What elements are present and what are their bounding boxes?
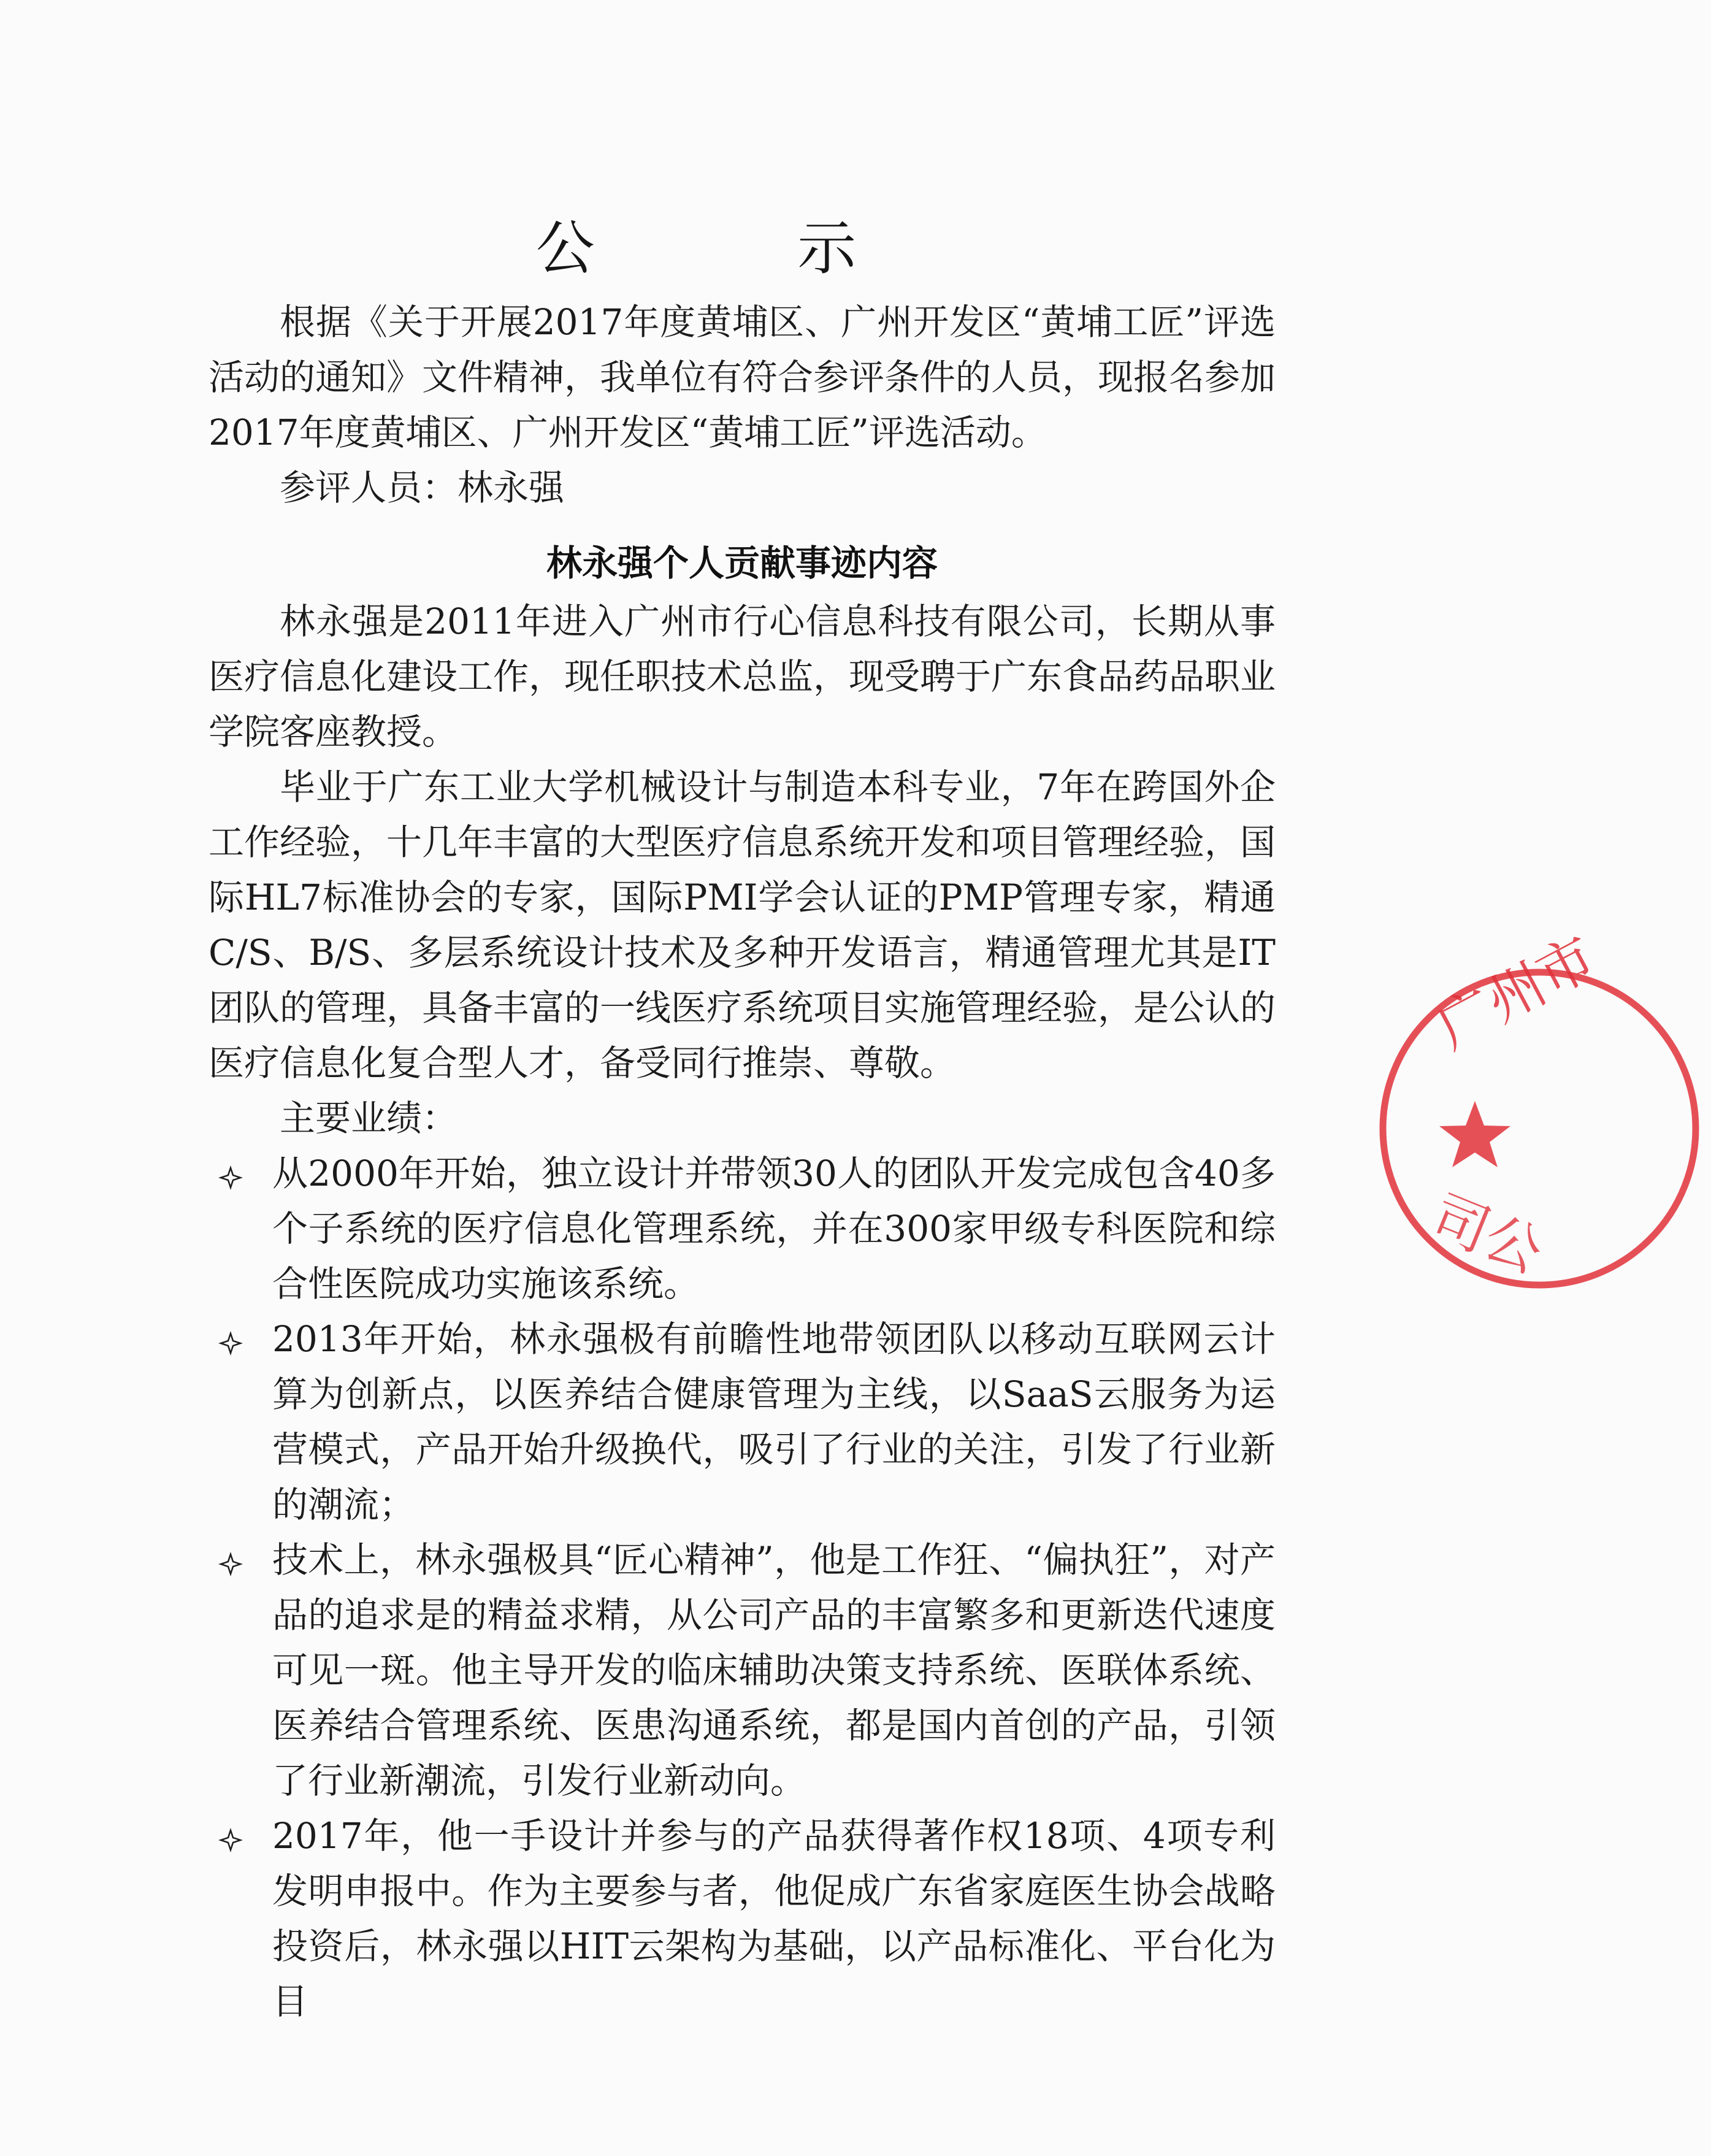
nominee-line: 参评人员：林永强 xyxy=(280,467,565,508)
achievement-text: 技术上，林永强极具“匠心精神”，他是工作狂、“偏执狂”，对产品的追求是的精益求精，从公司产品的丰富繁多和更新迭代速度可见一斑。他主导开发的临床辅助决策支持系统、医联体系统、医养结合管理系统、医患沟通系统，都是国内首创的产品，引领了行业新潮流，引发行业新动向。 xyxy=(272,1539,1276,1801)
achievements-list xyxy=(209,1146,1276,2029)
achievement-item xyxy=(209,1311,1276,1532)
company-seal xyxy=(1368,924,1711,1300)
diamond-bullet-icon xyxy=(217,1164,244,1191)
achievements-heading: 主要业绩： xyxy=(280,1097,458,1139)
achievement-item xyxy=(209,1808,1276,2029)
achievement-item xyxy=(209,1532,1276,1808)
achievement-text: 2017年，他一手设计并参与的产品获得著作权18项、4项专利发明申报中。作为主要参与者，他促成广东省家庭医生协会战略投资后，林永强以HIT云架构为基础，以产品标准化、平台化为目 xyxy=(272,1815,1276,2022)
section-title: 林永强个人贡献事迹内容 xyxy=(546,542,938,584)
bio-paragraph-2: 毕业于广东工业大学机械设计与制造本科专业，7年在跨国外企工作经验，十几年丰富的大型医疗信息系统开发和项目管理经验，国际HL7标准协会的专家，国际PMI学会认证的PMP管理专家，精通C/S、B/S、多层系统设计技术及多种开发语言，精通管理尤其是IT团队的管理，具备丰富的一线医疗系统项目实施管理经验，是公认的医疗信息化复合型人才，备受同行推崇、尊敬。 xyxy=(209,766,1276,1084)
page-title: 公 示 xyxy=(535,214,949,283)
diamond-bullet-icon xyxy=(217,1330,244,1357)
achievement-text: 从2000年开始，独立设计并带领30人的团队开发完成包含40多个子系统的医疗信息化管理系统，并在300家甲级专科医院和综合性医院成功实施该系统。 xyxy=(272,1153,1276,1305)
achievement-text: 2013年开始，林永强极有前瞻性地带领团队以移动互联网云计算为创新点，以医养结合健康管理为主线，以SaaS云服务为运营模式，产品开始升级换代，吸引了行业的关注，引发了行业新的潮流； xyxy=(272,1318,1276,1525)
seal-text-top: 广州市 xyxy=(1426,924,1607,1062)
diamond-bullet-icon xyxy=(217,1827,244,1854)
intro-paragraph: 根据《关于开展2017年度黄埔区、广州开发区“黄埔工匠”评选活动的通知》文件精神，我单位有符合参评条件的人员，现报名参加2017年度黄埔区、广州开发区“黄埔工匠”评选活动。 xyxy=(209,301,1276,453)
seal-text-bottom: 司公 xyxy=(1422,1183,1552,1286)
achievement-item xyxy=(209,1146,1276,1311)
bio-paragraph-1: 林永强是2011年进入广州市行心信息科技有限公司，长期从事医疗信息化建设工作，现任职技术总监，现受聘于广东食品药品职业学院客座教授。 xyxy=(209,600,1276,753)
document-body xyxy=(209,294,1276,2029)
diamond-bullet-icon xyxy=(217,1551,244,1578)
seal-star-icon xyxy=(1439,1101,1510,1167)
